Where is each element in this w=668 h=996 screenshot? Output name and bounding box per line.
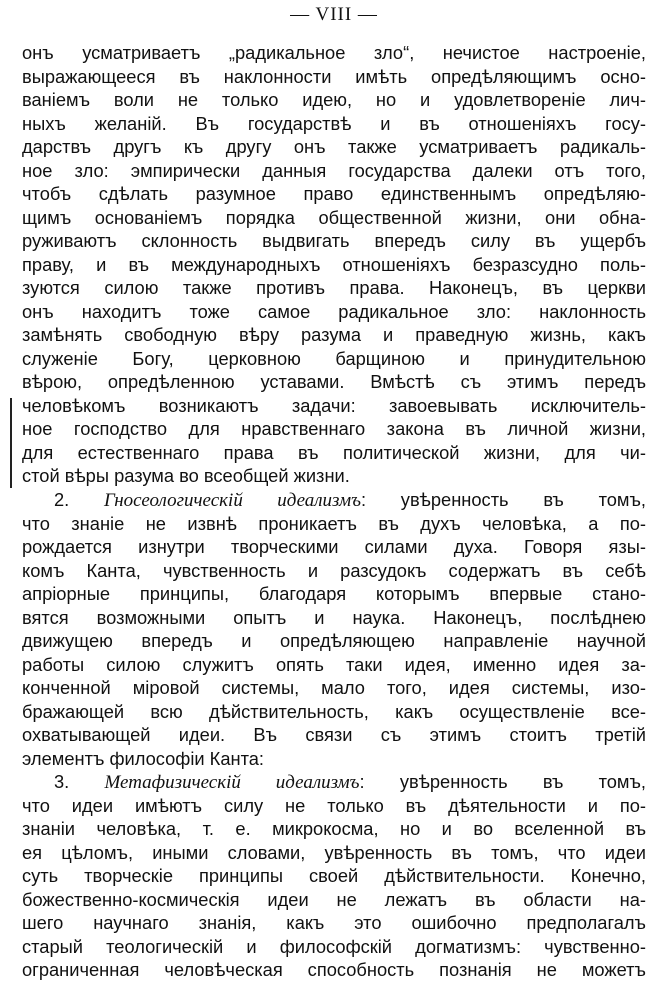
item-number: 3. xyxy=(54,771,70,792)
text-line: конченной міровой системы, мало того, идея системы, изо- xyxy=(22,677,646,698)
text-line: человѣкомъ возникаютъ задачи: завоевывать исключитель- xyxy=(22,394,646,416)
text-line: онъ усматриваетъ „радикальное зло“, нечистое настроеніе, xyxy=(22,42,646,63)
text-line: суть творческіе принципы своей дѣйствительности. Конечно, xyxy=(22,865,646,886)
text-line: праву, и въ международныхъ отношеніяхъ безразсудно поль- xyxy=(22,253,646,275)
text-line: рождается изнутри творческими силами духа. Говоря язы- xyxy=(22,536,646,557)
page-header: — VIII — xyxy=(290,4,378,25)
paragraph-first-line xyxy=(22,488,646,512)
first-line-text: : увѣренность въ томъ, xyxy=(360,489,646,510)
text-line: что знаніе не извнѣ проникаетъ въ духъ человѣка, а по- xyxy=(22,512,646,534)
item-number: 2. xyxy=(54,489,70,510)
text-line: для естественнаго права въ политической жизни, для чи- xyxy=(22,441,646,463)
text-line: вятся возможными опытъ и наука. Наконецъ, послѣднею xyxy=(22,606,646,628)
paragraph-metaphysical-idealism xyxy=(22,770,646,982)
text-line: что идеи имѣютъ силу не только въ дѣятельности и по- xyxy=(22,794,646,816)
text-line: ограниченная человѣческая способность познанія не можетъ xyxy=(22,959,646,980)
text-line: знаніи человѣка, т. е. микрокосма, но и во вселенной въ xyxy=(22,818,646,839)
text-line: служеніе Богу, церковною барщиною и принудительною xyxy=(22,347,646,369)
text-line: ваніемъ воли не только идею, но и удовлетвореніе лич- xyxy=(22,89,646,110)
text-line: ныхъ желаній. Въ государствѣ и въ отношеніяхъ госу- xyxy=(22,112,646,134)
text-line: шего научнаго знанія, какъ это ошибочно предполагалъ xyxy=(22,912,646,933)
text-line: движущею впередъ и опредѣляющею направленіе научной xyxy=(22,630,646,651)
term-metaphysical-idealism: Метафизическій идеализмъ xyxy=(104,772,360,793)
text-line: элементъ философіи Канта: xyxy=(22,747,264,769)
margin-mark xyxy=(10,398,12,488)
text-line: ное зло: эмпирически данныя государства далеки отъ того, xyxy=(22,159,646,181)
text-line: замѣнять свободную вѣру разума и праведную жизнь, какъ xyxy=(22,324,646,345)
text-line: руживаютъ склонность выдвигать впередъ силу въ ущербъ xyxy=(22,230,646,251)
text-line: щимъ основаніемъ порядка общественной жизни, они обна- xyxy=(22,206,646,228)
text-line: дарствъ другъ къ другу онъ также усматриваетъ радикаль- xyxy=(22,136,646,157)
text-line: ное господство для нравственнаго закона въ личной жизни, xyxy=(22,418,646,439)
paragraph-gnoseological-idealism xyxy=(22,488,646,770)
term-gnoseological-idealism: Гносеологическій идеализмъ xyxy=(104,490,361,511)
text-line: работы силою служитъ опять таки идея, именно идея за- xyxy=(22,653,646,675)
text-line: вѣрою, опредѣленною уставами. Вмѣстѣ съ этимъ передъ xyxy=(22,371,646,392)
text-line: зуются силою также противъ права. Наконецъ, въ церкви xyxy=(22,277,646,298)
text-line: божественно-космическія идеи не лежатъ въ области на- xyxy=(22,888,646,910)
text-line: старый теологическій и философскій догматизмъ: чувственно- xyxy=(22,935,646,957)
text-line: комъ Канта, чувственность и разсудокъ содержатъ въ себѣ xyxy=(22,559,646,581)
text-line: охватывающей идеи. Въ связи съ этимъ стоитъ третій xyxy=(22,724,646,745)
text-line: онъ находитъ тоже самое радикальное зло: наклонность xyxy=(22,300,646,322)
text-line: стой вѣры разума во всеобщей жизни. xyxy=(22,465,350,486)
text-line: ея цѣломъ, иными словами, увѣренность въ томъ, что идеи xyxy=(22,841,646,863)
text-line: выражающееся въ наклонности имѣть опредѣляющимъ осно- xyxy=(22,65,646,87)
text-line: чтобъ сдѣлать разумное право единственнымъ опредѣляю- xyxy=(22,183,646,204)
first-line-text: : увѣренность въ томъ, xyxy=(359,771,646,792)
paragraph-radical-evil xyxy=(22,41,646,488)
paragraph-first-line xyxy=(22,770,646,794)
text-line: бражающей всю дѣйствительность, какъ осуществленіе все- xyxy=(22,700,646,722)
text-line: апріорные принципы, благодаря которымъ впервые стано- xyxy=(22,583,646,604)
